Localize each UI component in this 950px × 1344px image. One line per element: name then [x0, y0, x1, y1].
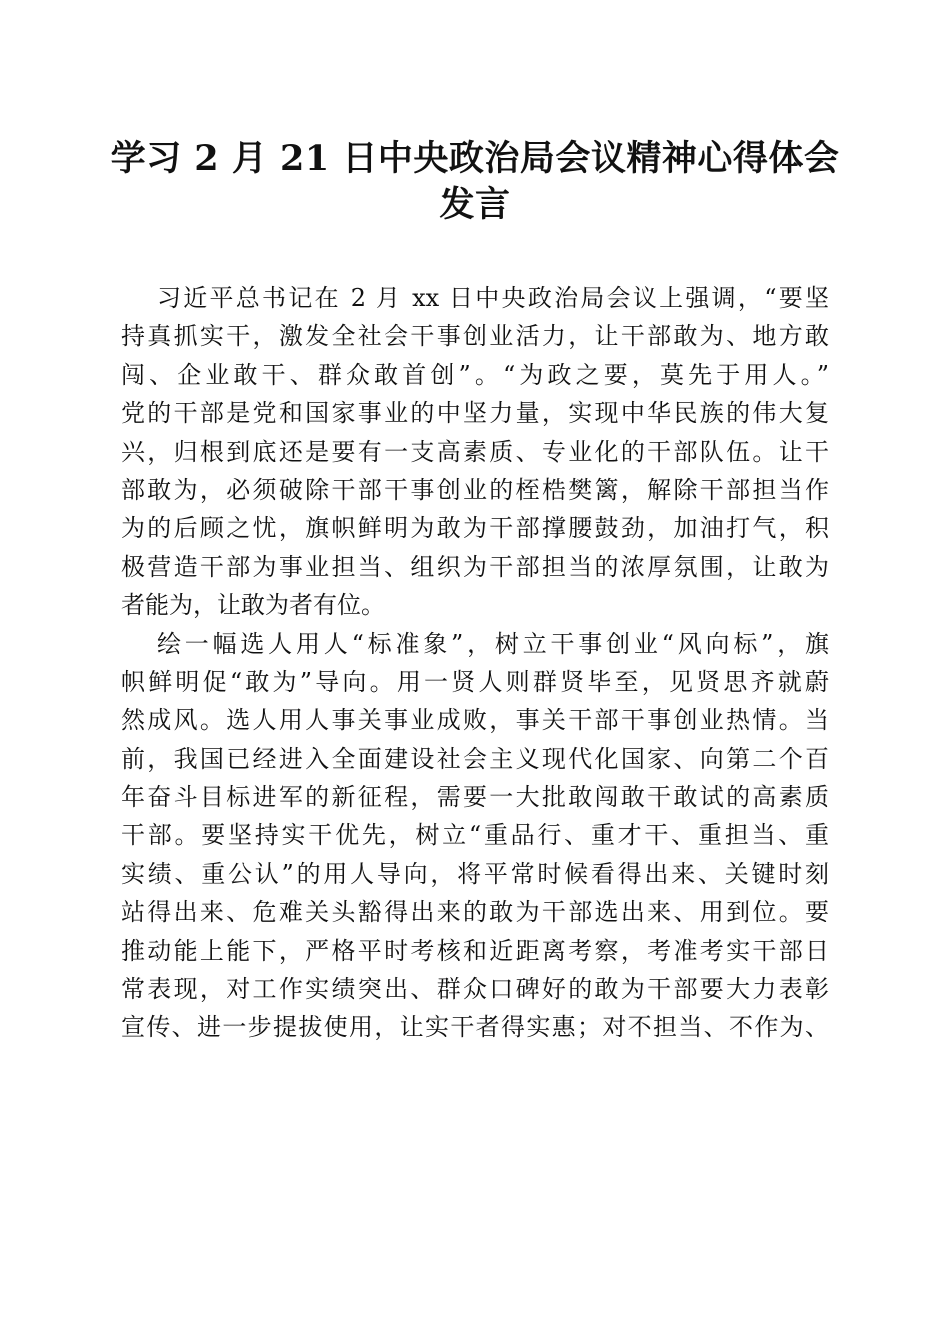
text-line: 年奋斗目标进军的新征程，需要一大批敢闯敢干敢试的高素质	[121, 783, 829, 812]
text-line: 闯、企业敢干、群众敢首创”。“为政之要，莫先于用人。”	[121, 360, 829, 389]
text-line: 推动能上能下，严格平时考核和近距离考察，考准考实干部日	[121, 936, 829, 965]
text-line: 站得出来、危难关头豁得出来的敢为干部选出来、用到位。要	[121, 898, 829, 927]
text-line: 为的后顾之忧，旗帜鲜明为敢为干部撑腰鼓劲，加油打气，积	[121, 514, 829, 543]
document-title	[100, 136, 850, 228]
text-line: 持真抓实干，激发全社会干事创业活力，让干部敢为、地方敢	[121, 322, 829, 351]
text-line: 帜鲜明促“敢为”导向。用一贤人则群贤毕至，见贤思齐就蔚	[121, 667, 829, 696]
document-body	[121, 279, 829, 1047]
text-line: 宣传、进一步提拔使用，让实干者得实惠；对不担当、不作为、	[121, 1013, 829, 1042]
text-line: 绘一幅选人用人“标准象”，树立干事创业“风向标”，旗	[157, 629, 829, 658]
text-line: 常表现，对工作实绩突出、群众口碑好的敢为干部要大力表彰	[121, 975, 829, 1004]
text-line: 部敢为，必须破除干部干事创业的桎梏樊篱，解除干部担当作	[121, 475, 829, 504]
text-line: 然成风。选人用人事关事业成败，事关干部干事创业热情。当	[121, 706, 829, 735]
title-line: 发言	[439, 184, 511, 225]
text-line: 极营造干部为事业担当、组织为干部担当的浓厚氛围，让敢为	[121, 552, 829, 581]
title-line: 学习 2 月 21 日中央政治局会议精神心得体会	[110, 138, 840, 179]
text-line: 者能为，让敢为者有位。	[121, 591, 385, 620]
text-line: 实绩、重公认”的用人导向，将平常时候看得出来、关键时刻	[121, 859, 829, 888]
text-line: 党的干部是党和国家事业的中坚力量，实现中华民族的伟大复	[121, 399, 829, 428]
paragraph-2	[121, 625, 829, 1047]
text-line: 习近平总书记在 2 月 xx 日中央政治局会议上强调，“要坚	[157, 284, 829, 312]
text-line: 兴，归根到底还是要有一支高素质、专业化的干部队伍。让干	[121, 437, 829, 466]
text-line: 干部。要坚持实干优先，树立“重品行、重才干、重担当、重	[121, 821, 829, 850]
paragraph-1	[121, 279, 829, 625]
text-line: 前，我国已经进入全面建设社会主义现代化国家、向第二个百	[121, 744, 829, 773]
